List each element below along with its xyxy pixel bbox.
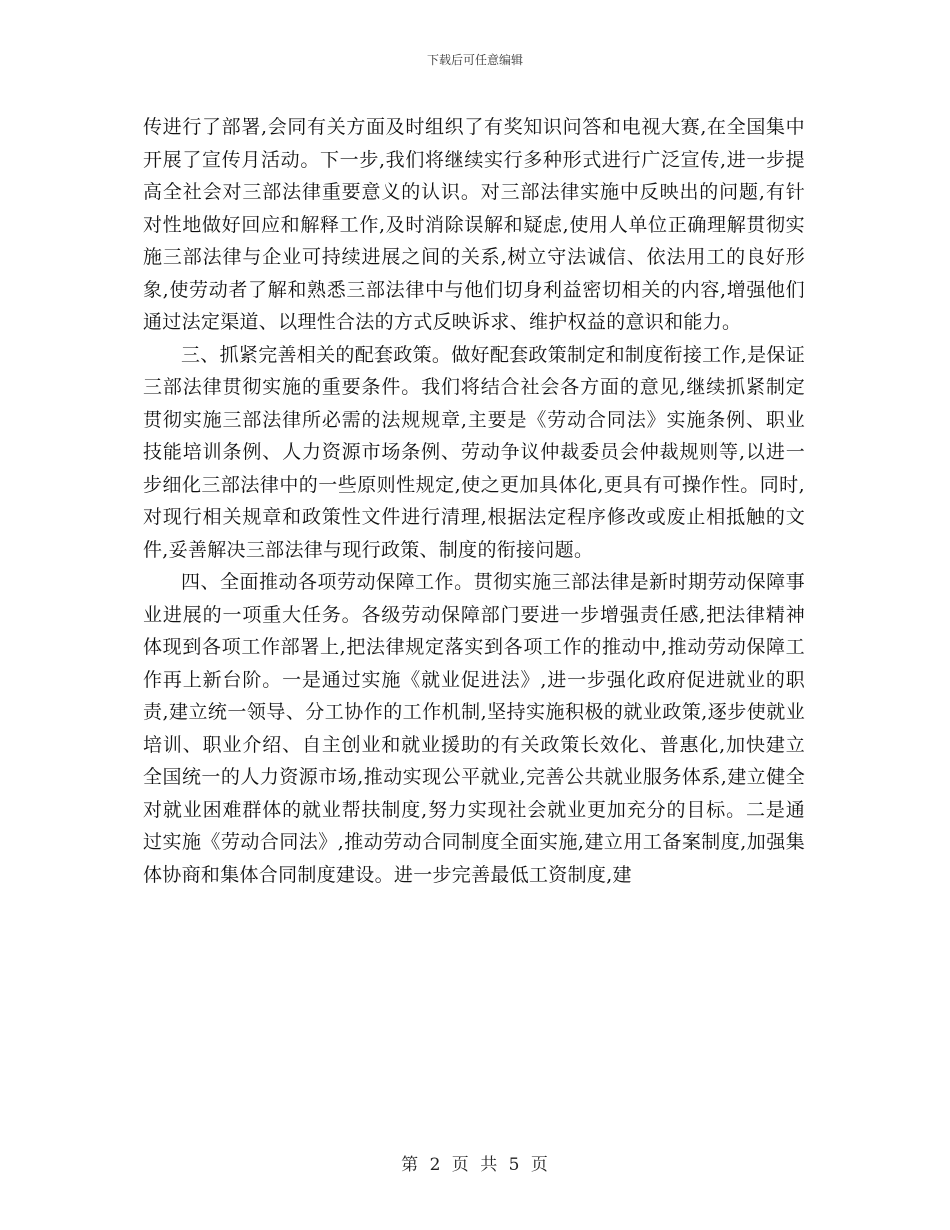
document-body bbox=[143, 111, 805, 891]
page-header-note: 下载后可任意编辑 bbox=[426, 53, 523, 67]
paragraph-continuation: 传进行了部署,会同有关方面及时组织了有奖知识问答和电视大赛,在全国集中开展了宣传月活动。下一步,我们将继续实行多种形式进行广泛宣传,进一步提高全社会对三部法律重要意义的认识。对三部法律实施中反映出的问题,有针对性地做好回应和解释工作,及时消除误解和疑虑,使用人单位正确理解贯彻实施三部法律与企业可持续进展之间的关系,树立守法诚信、依法用工的良好形象,使劳动者了解和熟悉三部法律中与他们切身利益密切相关的内容,增强他们通过法定渠道、以理性合法的方式反映诉求、维护权益的意识和能力。 bbox=[143, 116, 805, 333]
page-number: 第 2 页 共 5 页 bbox=[401, 1155, 549, 1175]
paragraph-section-three: 三、抓紧完善相关的配套政策。做好配套政策制定和制度衔接工作,是保证三部法律贯彻实施的重要条件。我们将结合社会各方面的意见,继续抓紧制定贯彻实施三部法律所必需的法规规章,主要是《劳动合同法》实施条例、职业技能培训条例、人力资源市场条例、劳动争议仲裁委员会仲裁规则等,以进一步细化三部法律中的一些原则性规定,使之更加具体化,更具有可操作性。同时,对现行相关规章和政策性文件进行清理,根据法定程序修改或废止相抵触的文件,妥善解决三部法律与现行政策、制度的衔接问题。 bbox=[143, 343, 805, 561]
paragraph-section-four: 四、全面推动各项劳动保障工作。贯彻实施三部法律是新时期劳动保障事业进展的一项重大任务。各级劳动保障部门要进一步增强责任感,把法律精神体现到各项工作部署上,把法律规定落实到各项工作的推动中,推动劳动保障工作再上新台阶。一是通过实施《就业促进法》,进一步强化政府促进就业的职责,建立统一领导、分工协作的工作机制,坚持实施积极的就业政策,逐步使就业培训、职业介绍、自主创业和就业援助的有关政策长效化、普惠化,加快建立全国统一的人力资源市场,推动实现公平就业,完善公共就业服务体系,建立健全对就业困难群体的就业帮扶制度,努力实现社会就业更加充分的目标。二是通过实施《劳动合同法》,推动劳动合同制度全面实施,建立用工备案制度,加强集体协商和集体合同制度建设。进一步完善最低工资制度,建 bbox=[143, 571, 805, 886]
